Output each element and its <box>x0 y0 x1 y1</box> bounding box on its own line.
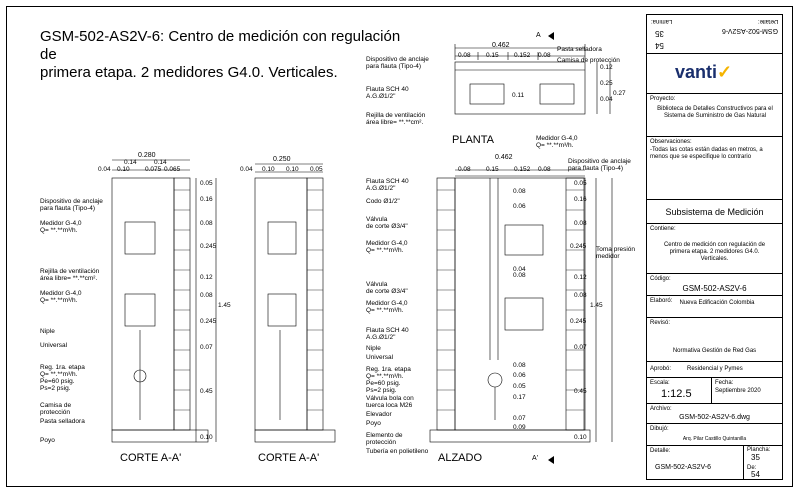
aprobo-value: Residencial y Pymes <box>687 366 743 372</box>
lamina-value: 35 <box>751 453 760 462</box>
alzado-callout: Pe=60 psig. <box>366 380 401 387</box>
alzado-dim-inner: 0.06 <box>513 372 526 379</box>
planta-callout: Medidor G-4,0 <box>536 135 578 142</box>
alzado-callout: Ps=2 psig. <box>366 387 397 394</box>
corte1-dim-total: 0.280 <box>138 152 156 159</box>
alzado-callout: Flauta SCH 40 <box>366 178 409 185</box>
alzado-dim-right: 0.45 <box>574 388 587 395</box>
observaciones-value: -Todas las cotas están dadas en metros, a menos que se especifique lo contrario <box>650 147 763 160</box>
alzado-callout: A.G.Ø1/2" <box>366 334 396 341</box>
section-arrow-bottom <box>548 456 554 464</box>
corte1-callout: Reg. 1ra. etapa <box>40 364 85 371</box>
subsistema-value: Subsistema de Medición <box>665 207 764 217</box>
alzado-callout: Medidor G-4,0 <box>366 300 408 307</box>
corte1-callout: área libre= **.**cm². <box>40 275 98 282</box>
corte1-dim: 0.04 <box>98 166 111 173</box>
alzado-callout-right: medidor <box>596 253 620 260</box>
top-detalle-label: Detalle: <box>757 18 778 24</box>
alzado-dim-inner: 0.08 <box>513 272 526 279</box>
alzado-callout: Q= **.**m³/h. <box>366 247 404 254</box>
archivo-row <box>647 403 782 423</box>
vanti-logo <box>675 62 732 83</box>
planta-callout: Dispositivo de anclaje <box>366 56 429 63</box>
alzado-brick-left <box>437 178 455 430</box>
proyecto-label: Proyecto: <box>650 96 676 102</box>
corte1-dim: 0.075 <box>145 166 162 173</box>
corte1-callout: Medidor G-4,0 <box>40 290 82 297</box>
corte1-callout: Rejilla de ventilación <box>40 268 100 275</box>
corte2-meter-2 <box>268 294 296 326</box>
alzado-dim-inner: 0.08 <box>513 188 526 195</box>
corte1-dim: 0.065 <box>164 166 181 173</box>
top-lamina-label: Lámina: <box>651 18 673 24</box>
alzado-callout: de corte Ø3/4" <box>366 223 408 230</box>
reviso-value: Normativa Gestión de Red Gas <box>672 348 757 354</box>
alzado-dim-right: 0.245 <box>570 243 587 250</box>
alzado-callout: protección <box>366 439 396 446</box>
corte1-dim-right: 0.07 <box>200 344 213 351</box>
alzado-callout-right: Toma presión <box>596 246 636 253</box>
alzado-callout-right: para flauta (Tipo-4) <box>568 165 624 172</box>
corte2-dim: 0.10 <box>286 166 299 173</box>
corte1-callout: Medidor G-4,0 <box>40 220 82 227</box>
corte1-callout: Pe=60 psig. <box>40 378 75 385</box>
alzado-meter-1 <box>505 225 543 255</box>
corte1-callout: Ps=2 psig. <box>40 385 71 392</box>
alzado-callout: tuerca loca M26 <box>366 402 413 409</box>
escala-row <box>647 377 782 403</box>
corte1-meter-2 <box>125 294 155 326</box>
planta-callout: Pasta selladora <box>557 46 602 53</box>
alzado-dim-right: 0.16 <box>574 196 587 203</box>
corte1-dim: 0.14 <box>124 159 137 166</box>
alzado-label: ALZADO <box>438 452 483 464</box>
contiene-label: Contiene: <box>650 226 676 232</box>
codigo-label: Código: <box>650 276 671 282</box>
detalle-label: Detalle: <box>650 448 671 454</box>
planta-callout: Flauta SCH 40 <box>366 86 409 93</box>
alzado-callout: Q= **.**m³/h. <box>366 307 404 314</box>
corte1-dim-right: 0.16 <box>200 196 213 203</box>
planta-callout: área libre= **.**cm². <box>366 119 424 126</box>
corte1-total-height: 1.45 <box>218 302 231 309</box>
dibujo-label: Dibujó: <box>650 426 669 432</box>
corte2-meter-1 <box>268 222 296 254</box>
alzado-dim-right: 0.10 <box>574 434 587 441</box>
corte1-callout: Poyo <box>40 437 55 444</box>
planta-callout: Camisa de protección <box>557 57 620 64</box>
alzado-dim-right: 0.07 <box>574 344 587 351</box>
planta-dim-side: 0.12 <box>600 64 613 71</box>
subsistema-row <box>647 199 782 223</box>
planta-callout: A.G.Ø1/2" <box>366 93 396 100</box>
alzado-callout-right: Dispositivo de anclaje <box>568 158 631 165</box>
planta-label: PLANTA <box>452 134 494 146</box>
alzado-dim-right: 0.245 <box>570 318 587 325</box>
elaboro-value: Nueva Edificación Colombia <box>679 300 755 306</box>
planta-dim-side: 0.04 <box>600 96 613 103</box>
planta-dim-side: 0.11 <box>512 92 525 99</box>
alzado-dim-right: 0.08 <box>574 220 587 227</box>
observaciones-row <box>647 136 782 199</box>
corte1-dim-right: 0.08 <box>200 292 213 299</box>
title-block <box>646 14 783 480</box>
planta-dim-side: 0.27 <box>613 90 626 97</box>
corte1-callout: Q= **.**m³/h. <box>40 227 78 234</box>
alzado-callout: Elemento de <box>366 432 403 439</box>
corte2-poyo <box>255 430 335 442</box>
corte1-callout: Q= **.**m³/h. <box>40 371 78 378</box>
corte2-label: CORTE A-A' <box>258 452 320 464</box>
corte1-dim-right: 0.45 <box>200 388 213 395</box>
planta-callout: Q= **.**m³/h. <box>536 142 574 149</box>
alzado-callout: Tubería en polietileno <box>366 448 429 455</box>
planta-dim: 0.152 <box>514 52 531 59</box>
contiene-row <box>647 223 782 273</box>
de-value: 54 <box>751 470 760 479</box>
corte2-brick <box>307 178 323 430</box>
alzado-dim-right: 0.05 <box>574 180 587 187</box>
corte1-outline <box>112 178 174 430</box>
alzado-callout: Válvula <box>366 216 388 223</box>
corte1-callout: protección <box>40 409 70 416</box>
archivo-label: Archivo: <box>650 406 672 412</box>
reviso-row <box>647 317 782 361</box>
observaciones-label: Observaciones: <box>650 139 692 145</box>
corte2-dim-total: 0.250 <box>273 156 291 163</box>
alzado-callout: Universal <box>366 354 394 361</box>
elaboro-row <box>647 295 782 317</box>
alzado-dim-inner: 0.04 <box>513 266 526 273</box>
section-marker-top: A <box>536 32 541 39</box>
alzado-dim-right: 0.12 <box>574 274 587 281</box>
top-de-value: 54 <box>655 41 664 50</box>
corte1-callout: Universal <box>40 342 68 349</box>
corte1-dim: 0.14 <box>154 159 167 166</box>
corte1-brick <box>174 178 190 430</box>
alzado-callout: Elevador <box>366 411 392 418</box>
proyecto-row <box>647 93 782 136</box>
archivo-value: GSM-502-AS2V-6.dwg <box>679 414 750 421</box>
elaboro-label: Elaboró: <box>650 298 673 304</box>
alzado-callout: Niple <box>366 345 381 352</box>
detalle-value: GSM-502-AS2V-6 <box>655 464 712 471</box>
top-lamina-value: 35 <box>655 29 664 38</box>
alzado-dim-inner: 0.05 <box>513 383 526 390</box>
corte1-label: CORTE A-A' <box>120 452 182 464</box>
codigo-row <box>647 273 782 295</box>
title-line-2: primera etapa. 2 medidores G4.0. Verticales. <box>40 64 338 81</box>
alzado-dim: 0.152 <box>514 166 531 173</box>
fecha-value: Septiembre 2020 <box>715 388 761 394</box>
top-block <box>647 15 782 53</box>
dibujo-value: Arq. Pilar Castillo Quintanilla <box>682 436 747 442</box>
alzado-callout: Q= **.**m³/h. <box>366 373 404 380</box>
alzado-callout: A.G.Ø1/2" <box>366 185 396 192</box>
planta-callout: Rejilla de ventilación <box>366 112 426 119</box>
alzado-callout: Medidor G-4,0 <box>366 240 408 247</box>
corte2-dim: 0.10 <box>262 166 275 173</box>
corte1-callout: Niple <box>40 328 55 335</box>
alzado-callout: de corte Ø3/4" <box>366 288 408 295</box>
lamina-label: Plancha: <box>747 447 771 453</box>
corte1-poyo <box>112 430 208 442</box>
alzado-callout: Flauta SCH 40 <box>366 327 409 334</box>
corte1-dim-right: 0.05 <box>200 180 213 187</box>
alzado-poyo <box>430 430 590 442</box>
alzado-meter-2 <box>505 298 543 330</box>
planta-dim-total: 0.462 <box>492 42 510 49</box>
planta-meter-2 <box>540 84 574 104</box>
alzado-dim-right: 0.08 <box>574 292 587 299</box>
alzado-callout: Válvula bola con <box>366 395 414 402</box>
alzado-dim-inner: 0.07 <box>513 415 526 422</box>
alzado-dim-inner: 0.17 <box>513 394 526 401</box>
alzado-outline <box>455 178 585 430</box>
vanti-check-icon: ✓ <box>717 62 733 82</box>
corte2-dim: 0.04 <box>240 166 253 173</box>
alzado-dim-inner: 0.06 <box>513 203 526 210</box>
vanti-logo-text: vanti <box>675 62 718 82</box>
top-detalle-code: GSM-502-AS2V-6 <box>721 27 778 34</box>
corte1-dim: 0.10 <box>117 166 130 173</box>
corte1-dim-right: 0.10 <box>200 434 213 441</box>
fecha-label: Fecha: <box>715 380 734 386</box>
corte1-callout: Q= **.**m³/h. <box>40 297 78 304</box>
codigo-value: GSM-502-AS2V-6 <box>682 284 747 293</box>
planta-dim: 0.15 <box>486 52 499 59</box>
corte1-dim-right: 0.245 <box>200 243 217 250</box>
planta-callout: para flauta (Tipo-4) <box>366 63 422 70</box>
corte1-dim-right: 0.08 <box>200 220 213 227</box>
de-label: De: <box>747 465 757 471</box>
escala-value: 1:12.5 <box>661 388 692 400</box>
reviso-label: Revisó: <box>650 320 671 326</box>
planta-dim: 0.08 <box>458 52 471 59</box>
logo-row <box>647 53 782 93</box>
alzado-dim-inner: 0.08 <box>513 362 526 369</box>
alzado-callout: Reg. 1ra. etapa <box>366 366 411 373</box>
planta-dim-side: 0.25 <box>600 80 613 87</box>
section-marker-bottom: A' <box>532 455 539 462</box>
proyecto-value: Biblioteca de Detalles Constructivos para el Sistema de Suministro de Gas Natural <box>657 106 773 119</box>
alzado-dim-total: 0.462 <box>495 154 513 161</box>
escala-label: Escala: <box>650 380 670 386</box>
alzado-dim: 0.08 <box>538 166 551 173</box>
corte1-dim-right: 0.12 <box>200 274 213 281</box>
corte1-callout: para flauta (Tipo-4) <box>40 205 96 212</box>
corte1-dim-right: 0.245 <box>200 318 217 325</box>
alzado-dim: 0.08 <box>458 166 471 173</box>
title-line-1: GSM-502-AS2V-6: Centro de medición con regulación de <box>40 28 401 63</box>
corte1-callout: Camisa de <box>40 402 72 409</box>
planta-dim: 0.08 <box>538 52 551 59</box>
corte1-callout: Pasta selladora <box>40 418 85 425</box>
dibujo-row <box>647 423 782 445</box>
planta-meter-1 <box>470 84 504 104</box>
alzado-dim-inner: 0.09 <box>513 424 526 431</box>
alzado-callout: Válvula <box>366 281 388 288</box>
corte1-meter-1 <box>125 222 155 254</box>
alzado-callout: Poyo <box>366 420 381 427</box>
contiene-value: Centro de medición con regulación de primera etapa. 2 medidores G4.0. Verticales. <box>663 242 766 262</box>
section-arrow-top <box>548 32 554 40</box>
corte2-outline <box>255 178 307 430</box>
corte2-dim: 0.05 <box>310 166 323 173</box>
aprobo-label: Aprobó: <box>650 366 672 372</box>
aprobo-row <box>647 361 782 377</box>
corte1-callout: Dispositivo de anclaje <box>40 198 103 205</box>
alzado-callout: Codo Ø1/2" <box>366 198 400 205</box>
alzado-total-height: 1.45 <box>590 302 603 309</box>
detalle-row <box>647 445 782 479</box>
alzado-dim: 0.15 <box>486 166 499 173</box>
